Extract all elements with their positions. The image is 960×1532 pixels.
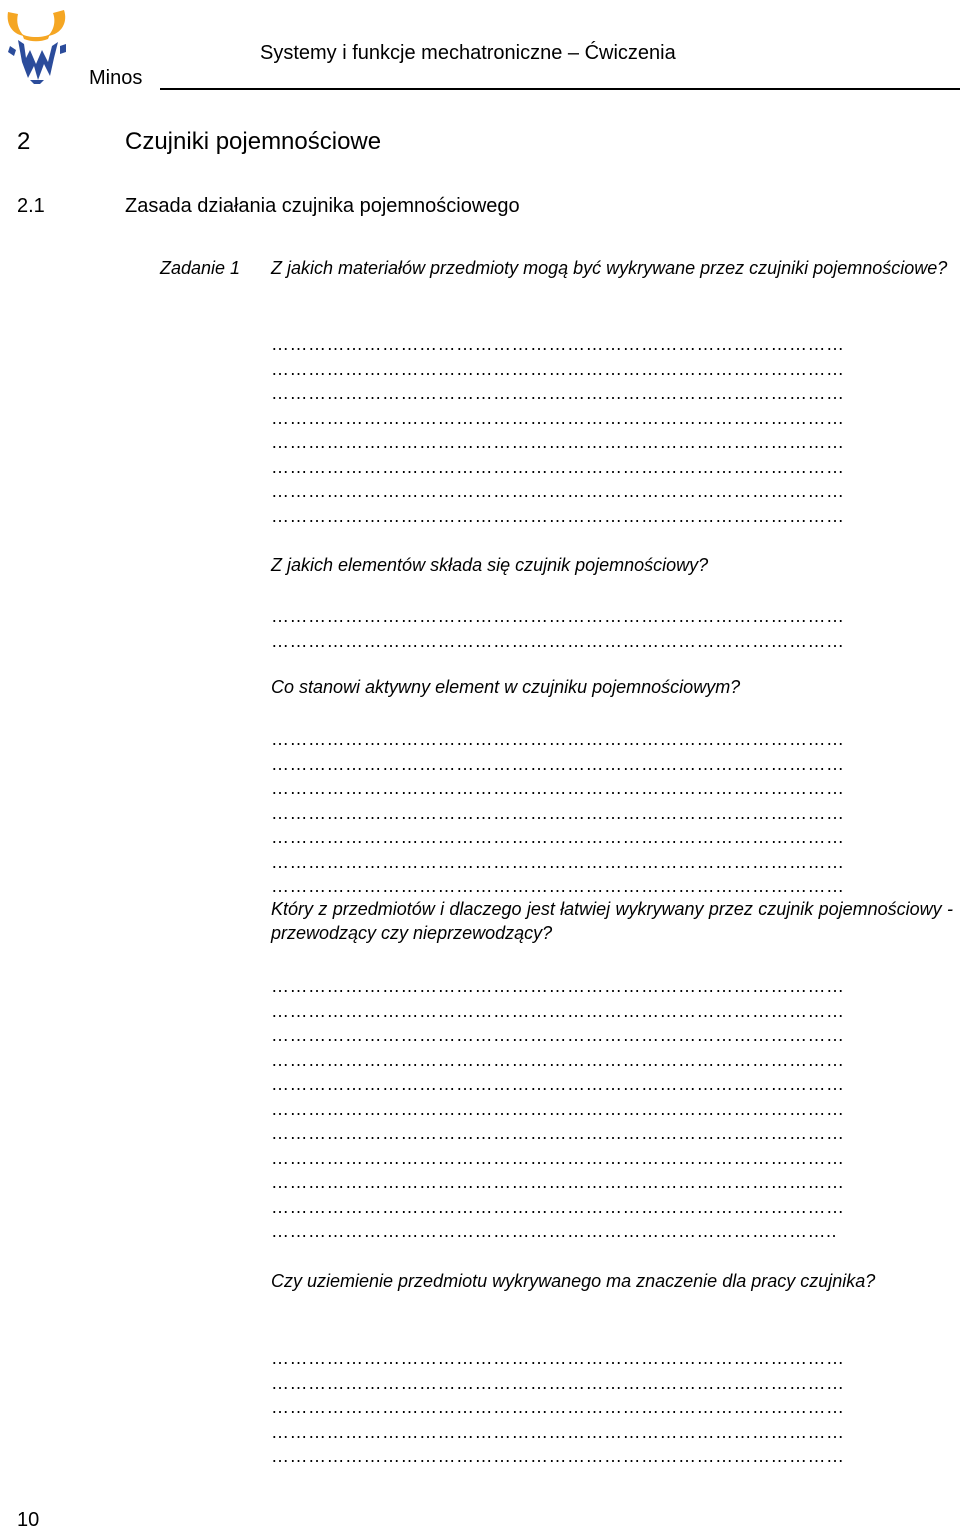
answer-line: …………………………………………………………………………………: [271, 753, 845, 774]
question-1-text: Z jakich materiałów przedmioty mogą być wykrywane przez czujniki pojemnościowe?: [271, 258, 948, 278]
answer-line: …………………………………………………………………………………: [271, 1172, 845, 1192]
answer-line: …………………………………………………………………………………: [271, 1074, 845, 1094]
brand-name: Minos: [89, 67, 143, 89]
question-3-text: Co stanowi aktywny element w czujniku pojemnościowym?: [271, 677, 741, 697]
page-number: 10: [17, 1509, 40, 1531]
answer-line: …………………………………………………………………………………: [271, 1147, 845, 1168]
answer-line: …………………………………………………………………………………: [271, 334, 845, 354]
answer-line: …………………………………………………………………………………: [271, 1123, 845, 1143]
answer-area-5: [271, 1346, 953, 1469]
chapter-number: 2: [17, 128, 31, 155]
answer-line: …………………………………………………………………………………: [271, 432, 845, 452]
answer-line: …………………………………………………………………………………: [271, 1446, 845, 1466]
chapter-title: Czujniki pojemnościowe: [125, 128, 382, 155]
answer-line: …………………………………………………………………………………: [271, 802, 845, 823]
answer-line: …………………………………………………………………………………: [271, 630, 845, 651]
task-label: Zadanie 1: [160, 258, 241, 278]
answer-line: ………………………………………………………………………………..: [271, 1221, 838, 1241]
answer-line: …………………………………………………………………………………: [271, 383, 845, 403]
header-title: Systemy i funkcje mechatroniczne – Ćwiczenia: [260, 42, 676, 64]
answer-area-4: [271, 974, 953, 1244]
answer-line: …………………………………………………………………………………: [271, 505, 845, 526]
answer-line: …………………………………………………………………………………: [271, 1000, 845, 1021]
answer-line: …………………………………………………………………………………: [271, 876, 845, 896]
minos-bull-logo-icon: [4, 6, 70, 86]
answer-line: …………………………………………………………………………………: [271, 481, 845, 501]
answer-line: …………………………………………………………………………………: [271, 1098, 845, 1119]
answer-line: …………………………………………………………………………………: [271, 358, 845, 379]
question-5-text: Czy uziemienie przedmiotu wykrywanego ma znaczenie dla pracy czujnika?: [271, 1271, 876, 1291]
answer-line: …………………………………………………………………………………: [271, 1397, 845, 1417]
answer-line: …………………………………………………………………………………: [271, 778, 845, 798]
answer-line: …………………………………………………………………………………: [271, 1348, 845, 1368]
question-2-text: Z jakich elementów składa się czujnik pojemnościowy?: [271, 555, 709, 575]
answer-line: …………………………………………………………………………………: [271, 1372, 845, 1393]
answer-line: …………………………………………………………………………………: [271, 606, 845, 626]
question-4-text: Który z przedmiotów i dlaczego jest łatwiej wykrywany przez czujnik pojemnościowy - przewodzący czy nieprzewodzący?: [271, 899, 953, 943]
answer-area-1: [271, 332, 953, 528]
answer-area-3: [271, 727, 953, 899]
answer-line: …………………………………………………………………………………: [271, 1421, 845, 1442]
answer-line: …………………………………………………………………………………: [271, 1196, 845, 1217]
minos-logo: [4, 6, 70, 86]
answer-area-2: [271, 604, 953, 653]
answer-line: …………………………………………………………………………………: [271, 729, 845, 749]
answer-line: …………………………………………………………………………………: [271, 1025, 845, 1045]
answer-line: …………………………………………………………………………………: [271, 976, 845, 996]
answer-line: …………………………………………………………………………………: [271, 456, 845, 477]
answer-line: …………………………………………………………………………………: [271, 1049, 845, 1070]
answer-line: …………………………………………………………………………………: [271, 827, 845, 847]
section-title: Zasada działania czujnika pojemnościowego: [125, 195, 520, 217]
answer-line: …………………………………………………………………………………: [271, 851, 845, 872]
answer-line: …………………………………………………………………………………: [271, 407, 845, 428]
header-divider: [160, 88, 960, 90]
section-number: 2.1: [17, 195, 45, 217]
